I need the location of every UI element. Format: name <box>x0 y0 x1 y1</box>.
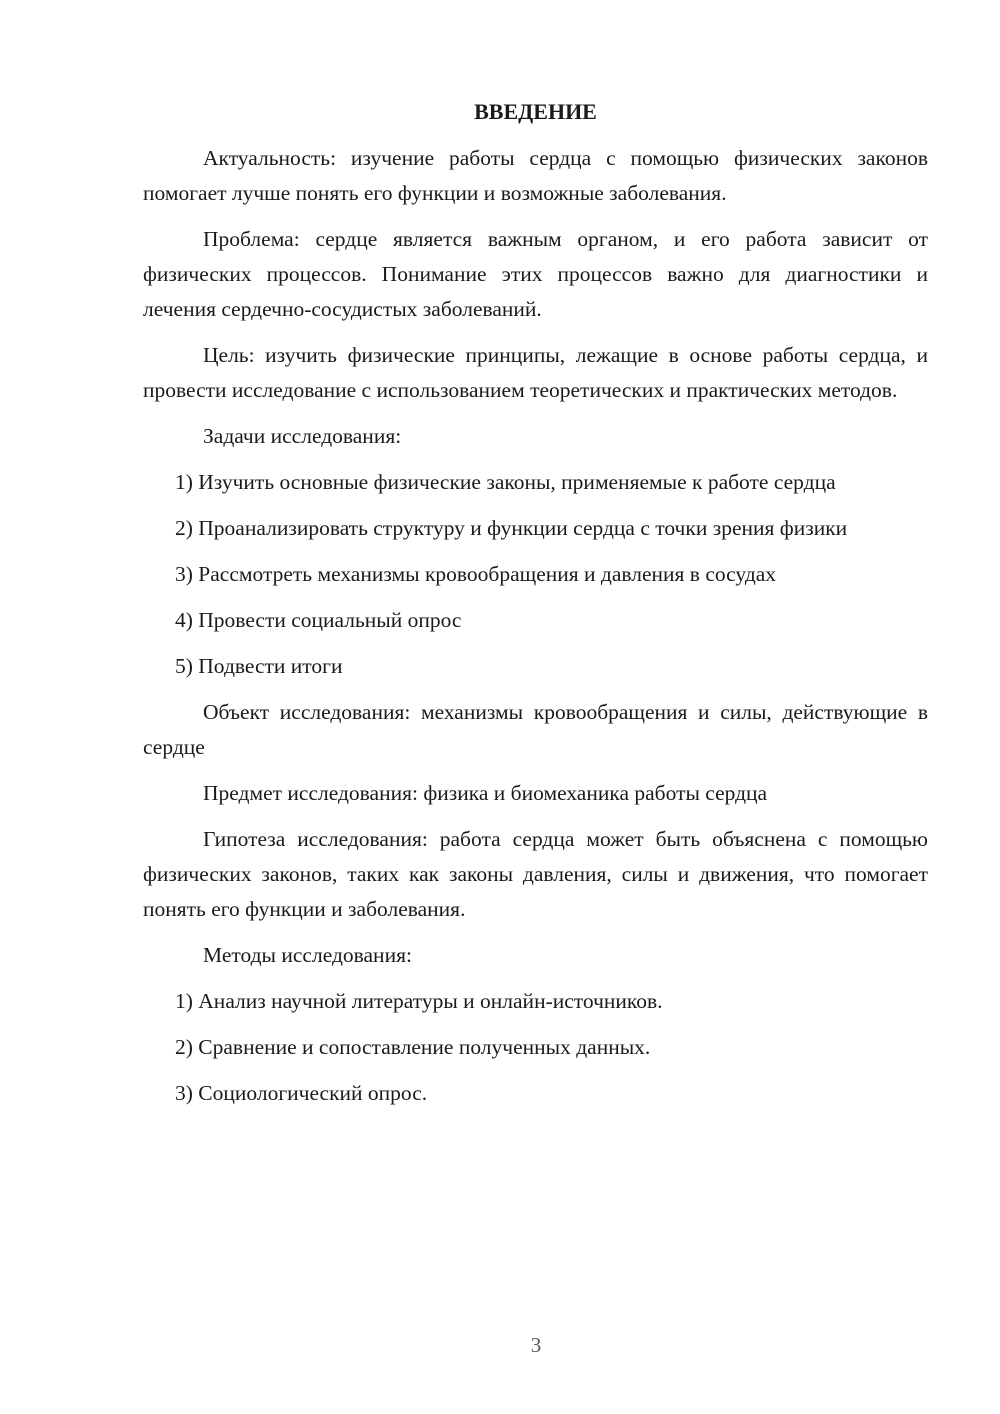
object-paragraph: Объект исследования: механизмы кровообращения и силы, действующие в сердце <box>143 700 928 759</box>
methods-heading: Методы исследования: <box>203 943 412 967</box>
task-item-5: 5) Подвести итоги <box>175 654 343 678</box>
method-item-2: 2) Сравнение и сопоставление полученных данных. <box>175 1035 651 1059</box>
hypothesis-paragraph: Гипотеза исследования: работа сердца может быть объяснена с помощью физических законов, таких как законы давления, силы и движения, что помогает понять его функции и заболевания. <box>143 827 928 921</box>
relevance-paragraph: Актуальность: изучение работы сердца с помощью физических законов помогает лучше понять его функции и возможные заболевания. <box>143 146 928 205</box>
tasks-heading: Задачи исследования: <box>203 424 402 448</box>
task-item-2: 2) Проанализировать структуру и функции сердца с точки зрения физики <box>175 516 848 540</box>
task-item-3: 3) Рассмотреть механизмы кровообращения и давления в сосудах <box>175 562 777 586</box>
method-item-1: 1) Анализ научной литературы и онлайн-источников. <box>175 989 663 1013</box>
method-item-3: 3) Социологический опрос. <box>175 1081 428 1105</box>
task-item-4: 4) Провести социальный опрос <box>175 608 462 632</box>
document-page <box>143 95 928 1122</box>
subject-paragraph: Предмет исследования: физика и биомеханика работы сердца <box>203 781 768 805</box>
goal-paragraph: Цель: изучить физические принципы, лежащие в основе работы сердца, и провести исследование с использованием теоретических и практических методов. <box>143 343 928 402</box>
document-title: ВВЕДЕНИЕ <box>474 99 597 124</box>
task-item-1: 1) Изучить основные физические законы, применяемые к работе сердца <box>175 470 836 494</box>
page-number: 3 <box>530 1333 542 1357</box>
problem-paragraph: Проблема: сердце является важным органом, и его работа зависит от физических процессов. Понимание этих процессов важно для диагностики и лечения сердечно-сосудистых заболеваний. <box>143 227 928 321</box>
